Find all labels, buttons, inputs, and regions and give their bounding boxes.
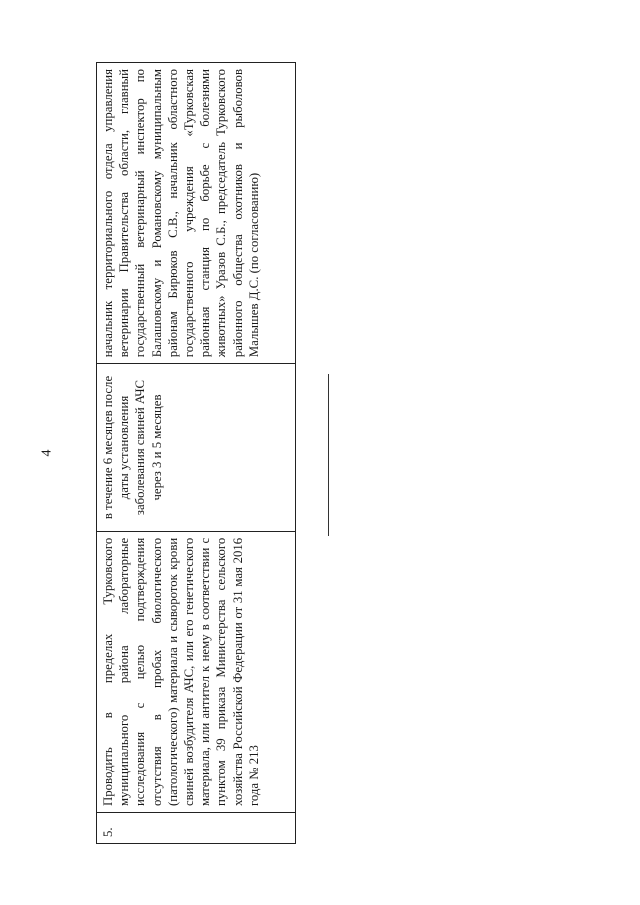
row-number: 5. xyxy=(101,827,115,837)
separator-line xyxy=(328,374,329,536)
row-responsible: начальник территориального отдела управления ветеринарии Правительства области, главный государственный ветеринарный инспектор по Балашовскому и Романовскому муниципальным районам Бирюков С.В., начальник областного государственного учреждения «Турковская районная станция по борьбе с болезнями животных» Уразов С.Б., председатель Турковского районного общества охотников и рыболовов Малышев Д.С. (по согласованию) xyxy=(97,63,295,364)
row-action: Проводить в пределах Турковского муниципального района лабораторные исследования с целью подтверждения отсутствия в пробах биологического (патологического) материала и сывороток крови свиней возбудителя АЧС, или его генетического материала, или антител к нему в соответствии с пунктом 39 приказа Министерства сельского хозяйства Российской Федерации от 31 мая 2016 года № 213 xyxy=(97,532,295,813)
page-number: 4 xyxy=(39,449,55,457)
measures-table xyxy=(96,62,296,844)
measures-table-wrapper xyxy=(96,62,296,844)
row-term: в течение 6 месяцев после даты установления заболевания свиней АЧС через 3 и 5 месяцев xyxy=(97,364,295,532)
